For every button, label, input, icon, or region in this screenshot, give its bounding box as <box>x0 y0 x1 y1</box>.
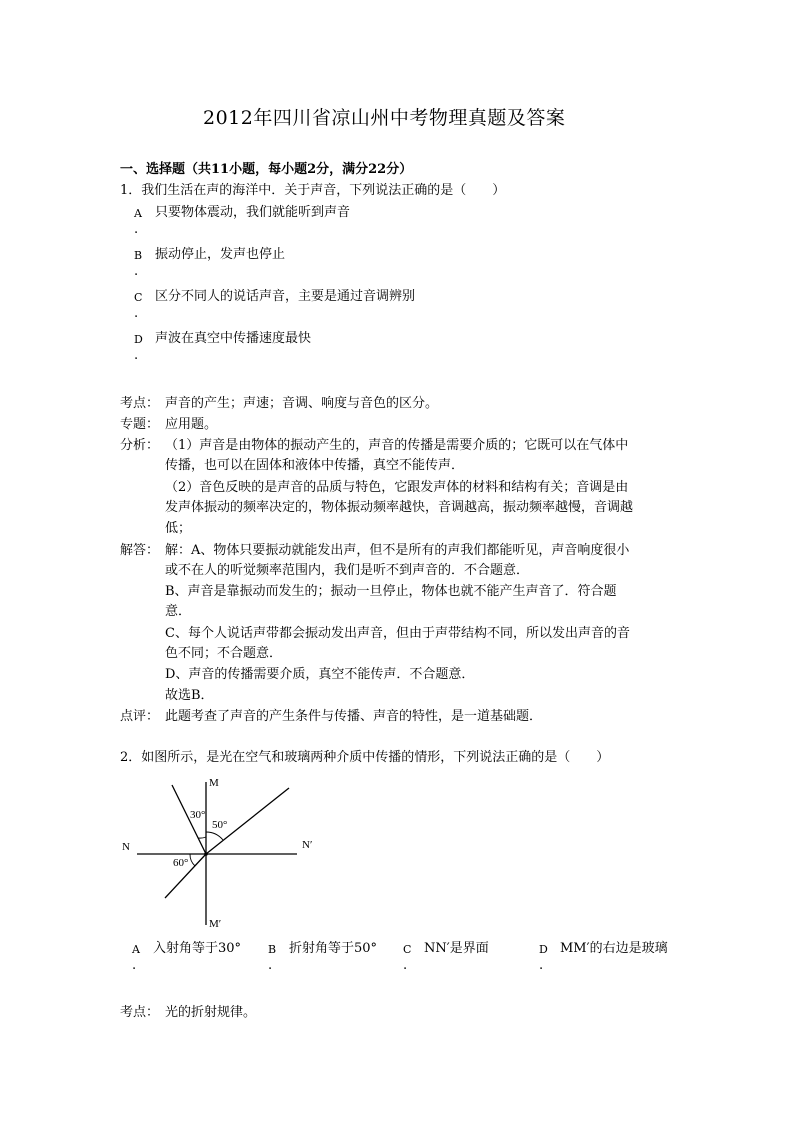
dianping-text: 此题考查了声音的产生条件与传播、声音的特性，是一道基础题． <box>165 709 543 724</box>
option-dot: . <box>268 958 273 973</box>
jieda-line: C、每个人说话声带都会振动发出声音，但由于声带结构不同，所以发出声音的音 <box>165 626 630 641</box>
section-heading: 一、选择题（共11小题，每小题2分，满分22分） <box>120 162 413 177</box>
label-30: 30° <box>190 809 206 821</box>
option-letter: B <box>134 249 143 262</box>
label-m-prime: M′ <box>209 918 222 930</box>
label-60: 60° <box>173 857 189 869</box>
kaodian-text: 光的折射规律。 <box>165 1005 257 1020</box>
fenxi-label: 分析： <box>120 438 160 453</box>
option-dot: . <box>132 958 137 973</box>
fenxi-line: （2）音色反映的是声音的品质与特色，它跟发声体的材料和结构有关；音调是由 <box>165 480 629 495</box>
fenxi-line: 传播，也可以在固体和液体中传播，真空不能传声． <box>165 458 465 473</box>
option-dot: . <box>134 264 139 279</box>
option-dot: . <box>403 958 408 973</box>
label-n: N <box>122 841 130 853</box>
option-dot: . <box>134 306 139 321</box>
option-text: 只要物体震动，我们就能听到声音 <box>155 205 351 220</box>
fenxi-line: 低； <box>165 521 192 536</box>
option-letter: C <box>403 943 412 956</box>
jieda-label: 解答： <box>120 543 160 558</box>
refraction-diagram <box>115 770 325 935</box>
zhuanti-label: 专题： <box>120 417 160 432</box>
jieda-line: D、声音的传播需要介质，真空不能传声．不合题意． <box>165 667 475 682</box>
option-text: 振动停止，发声也停止 <box>155 247 286 262</box>
option-letter: C <box>134 291 143 304</box>
question-2-stem: 2．如图所示，是光在空气和玻璃两种介质中传播的情形，下列说法正确的是（ ） <box>120 750 610 765</box>
fenxi-line: （1）声音是由物体的振动产生的，声音的传播是需要介质的；它既可以在气体中 <box>165 438 629 453</box>
option-letter: D <box>539 943 548 956</box>
question-1-stem: 1．我们生活在声的海洋中．关于声音，下列说法正确的是（ ） <box>120 183 506 198</box>
arc-30 <box>198 837 206 838</box>
arc-50 <box>206 832 223 840</box>
kaodian-label: 考点： <box>120 396 160 411</box>
page-title: 2012年四川省凉山州中考物理真题及答案 <box>203 107 566 129</box>
option-text: 区分不同人的说话声音，主要是通过音调辨别 <box>155 289 416 304</box>
option-text: 声波在真空中传播速度最快 <box>155 331 312 346</box>
jieda-line: 故选B． <box>165 688 214 703</box>
dianping-label: 点评： <box>120 709 160 724</box>
label-m: M <box>209 777 219 789</box>
option-letter: A <box>132 943 140 956</box>
zhuanti-text: 应用题。 <box>165 417 218 432</box>
option-text: 入射角等于30° <box>153 941 242 956</box>
fenxi-line: 发声体振动的频率决定的，物体振动频率越快，音调越高，振动频率越慢，音调越 <box>165 500 634 515</box>
incidence-point <box>204 852 208 856</box>
option-letter: B <box>268 943 277 956</box>
option-dot: . <box>539 958 544 973</box>
label-50: 50° <box>212 819 228 831</box>
kaodian-label: 考点： <box>120 1005 160 1020</box>
option-dot: . <box>134 348 139 363</box>
option-letter: A <box>134 207 142 220</box>
jieda-line: 或不在人的听觉频率范围内，我们是听不到声音的．不合题意． <box>165 563 530 578</box>
option-text: MM′的右边是玻璃 <box>560 941 668 956</box>
jieda-line: 解：A、物体只要振动就能发出声，但不是所有的声我们都能听见，声音响度很小 <box>165 543 630 558</box>
option-dot: . <box>134 222 139 237</box>
option-text: NN′是界面 <box>424 941 489 956</box>
label-n-prime: N′ <box>302 839 313 851</box>
option-letter: D <box>134 333 143 346</box>
option-text: 折射角等于50° <box>289 941 378 956</box>
jieda-line: 意． <box>165 604 192 619</box>
jieda-line: 色不同；不合题意． <box>165 646 283 661</box>
arc-60 <box>190 854 195 866</box>
kaodian-text: 声音的产生；声速；音调、响度与音色的区分。 <box>165 396 439 411</box>
jieda-line: B、声音是靠振动而发生的；振动一旦停止，物体也就不能产生声音了．符合题 <box>165 584 617 599</box>
